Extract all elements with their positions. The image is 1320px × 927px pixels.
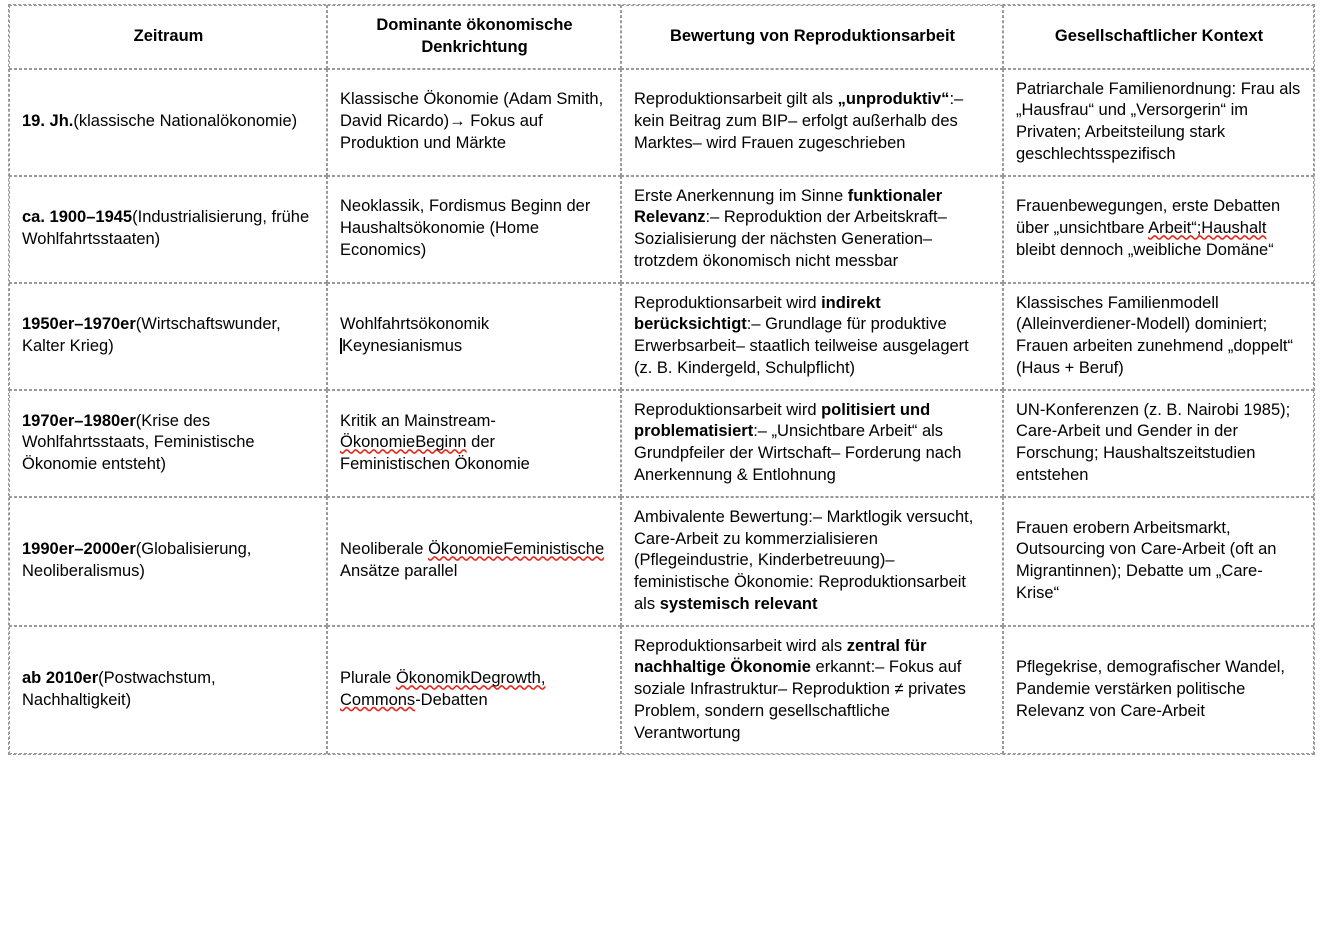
period-label-rest: (Industrialisierung, frühe Wohlfahrtsstaaten) bbox=[22, 208, 310, 249]
cell-school[interactable] bbox=[327, 626, 621, 755]
cell-valuation[interactable] bbox=[621, 283, 1003, 390]
cell-school[interactable] bbox=[327, 283, 621, 390]
cell-context[interactable] bbox=[1003, 626, 1314, 755]
valuation-text-bold: politisiert und problematisiert bbox=[634, 400, 931, 441]
table-row bbox=[9, 283, 1314, 390]
school-text-a: Kritik an Mainstream- bbox=[340, 411, 496, 430]
period-label-bold: ca. 1900–1945 bbox=[22, 208, 133, 227]
valuation-text-bold: „unproduktiv“ bbox=[837, 90, 950, 109]
cell-context[interactable] bbox=[1003, 497, 1314, 626]
column-header-context: Gesellschaftlicher Kontext bbox=[1003, 5, 1314, 69]
period-label-rest: (Globalisierung, Neoliberalismus) bbox=[22, 540, 252, 581]
cell-valuation[interactable] bbox=[621, 176, 1003, 283]
valuation-text-b: :– Grundlage für produktive Erwerbsarbeit– staatlich teilweise ausgelagert (z. B. Kindergeld, Schulpflicht) bbox=[634, 315, 969, 377]
table-row bbox=[9, 626, 1314, 755]
cell-period[interactable] bbox=[9, 69, 327, 176]
table-header-row bbox=[9, 5, 1314, 69]
period-label-rest: (Postwachstum, Nachhaltigkeit) bbox=[22, 669, 216, 710]
spellcheck-error-text: ÖkonomieBeginn bbox=[340, 433, 467, 452]
school-text-a: Plurale bbox=[340, 669, 396, 688]
valuation-text-bold: zentral für nachhaltige Ökonomie bbox=[634, 636, 927, 677]
cell-context[interactable] bbox=[1003, 283, 1314, 390]
cell-period[interactable] bbox=[9, 497, 327, 626]
valuation-text-b: :– Reproduktion der Arbeitskraft– Sozialisierung der nächsten Generation– trotzdem ökonomisch nicht messbar bbox=[634, 208, 947, 270]
school-text: Neoklassik, Fordismus Beginn der Haushaltsökonomie (Home Economics) bbox=[340, 197, 591, 259]
period-label-bold: 1990er–2000er bbox=[22, 540, 136, 559]
context-text: Klassisches Familienmodell (Alleinverdiener-Modell) dominiert; Frauen arbeiten zunehmend „doppelt“ (Haus + Beruf) bbox=[1016, 293, 1294, 377]
cell-period[interactable] bbox=[9, 176, 327, 283]
table-row bbox=[9, 390, 1314, 497]
valuation-text-a: Reproduktionsarbeit gilt als bbox=[634, 90, 838, 109]
spellcheck-error-text: ÖkonomieFeministische bbox=[428, 540, 605, 559]
cell-school[interactable] bbox=[327, 497, 621, 626]
period-label-rest: (klassische Nationalökonomie) bbox=[73, 112, 298, 131]
column-header-valuation: Bewertung von Reproduktionsarbeit bbox=[621, 5, 1003, 69]
valuation-text-bold: systemisch relevant bbox=[659, 594, 818, 613]
cell-school[interactable] bbox=[327, 176, 621, 283]
school-text-b: Ansätze parallel bbox=[340, 562, 458, 581]
valuation-text-a: Ambivalente Bewertung:– Marktlogik versucht, Care-Arbeit zu kommerzialisieren (Pflegeindustrie, Kinderbetreuung)– feministische Ökonomie: Reproduktionsarbeit als bbox=[634, 507, 974, 613]
cell-period[interactable] bbox=[9, 390, 327, 497]
context-text: Frauen erobern Arbeitsmarkt, Outsourcing von Care-Arbeit (oft an Migrantinnen); Debatte um „Care-Krise“ bbox=[1016, 518, 1277, 602]
cell-period[interactable] bbox=[9, 283, 327, 390]
cell-context[interactable] bbox=[1003, 69, 1314, 176]
valuation-text-bold: indirekt berücksichtigt bbox=[634, 293, 881, 334]
period-label-rest: (Wirtschaftswunder, Kalter Krieg) bbox=[22, 315, 281, 356]
valuation-text-b: erkannt:– Fokus auf soziale Infrastruktur– Reproduktion ≠ privates Problem, sondern gesellschaftliche Verantwortung bbox=[634, 658, 966, 742]
school-text-line2-wrap bbox=[340, 336, 609, 358]
cell-school[interactable] bbox=[327, 390, 621, 497]
cell-context[interactable] bbox=[1003, 390, 1314, 497]
cell-context[interactable] bbox=[1003, 176, 1314, 283]
cell-valuation[interactable] bbox=[621, 69, 1003, 176]
period-label-bold: 1970er–1980er bbox=[22, 411, 136, 430]
context-text: Patriarchale Familienordnung: Frau als „Hausfrau“ und „Versorgerin“ im Privaten; Arbeitsteilung stark geschlechtsspezifisch bbox=[1016, 79, 1301, 163]
cell-valuation[interactable] bbox=[621, 626, 1003, 755]
valuation-text-b: :– „Unsichtbare Arbeit“ als Grundpfeiler der Wirtschaft– Forderung nach Anerkennung & Entlohnung bbox=[634, 422, 962, 485]
valuation-text-a: Erste Anerkennung im Sinne bbox=[634, 186, 848, 205]
spellcheck-error-text: Arbeit“;Haushalt bbox=[1148, 219, 1267, 238]
spellcheck-error-text-2: Commons bbox=[340, 691, 416, 710]
school-text-b: -Debatten bbox=[415, 691, 488, 710]
period-label-bold: 1950er–1970er bbox=[22, 315, 136, 334]
valuation-text-b: :– kein Beitrag zum BIP– erfolgt außerhalb des Marktes– wird Frauen zugeschrieben bbox=[634, 90, 964, 152]
table-row bbox=[9, 69, 1314, 176]
context-text-a: Frauenbewegungen, erste Debatten über „unsichtbare bbox=[1016, 197, 1281, 238]
period-label-bold: ab 2010er bbox=[22, 669, 99, 688]
valuation-text-a: Reproduktionsarbeit wird bbox=[634, 400, 822, 419]
cell-school[interactable] bbox=[327, 69, 621, 176]
context-text: UN-Konferenzen (z. B. Nairobi 1985); Care-Arbeit und Gender in der Forschung; Haushaltszeitstudien entstehen bbox=[1016, 400, 1291, 485]
school-text: Klassische Ökonomie (Adam Smith, David Ricardo)→ Fokus auf Produktion und Märkte bbox=[340, 90, 604, 152]
cell-valuation[interactable] bbox=[621, 497, 1003, 626]
period-label-rest: (Krise des Wohlfahrtsstaats, Feministische Ökonomie entsteht) bbox=[22, 411, 255, 474]
valuation-text-a: Reproduktionsarbeit wird als bbox=[634, 636, 847, 655]
context-text: Pflegekrise, demografischer Wandel, Pandemie verstärken politische Relevanz von Care-Arbeit bbox=[1016, 658, 1286, 720]
table-row bbox=[9, 176, 1314, 283]
valuation-text-bold: funktionaler Relevanz bbox=[634, 186, 943, 227]
cell-valuation[interactable] bbox=[621, 390, 1003, 497]
column-header-school: Dominante ökonomische Denkrichtung bbox=[327, 5, 621, 69]
spellcheck-error-text: ÖkonomikDegrowth, bbox=[395, 669, 546, 688]
column-header-period: Zeitraum bbox=[9, 5, 327, 69]
table-row bbox=[9, 497, 1314, 626]
context-text-b: bleibt dennoch „weibliche Domäne“ bbox=[1016, 241, 1274, 259]
valuation-text-a: Reproduktionsarbeit wird bbox=[634, 293, 822, 312]
school-text-b: der Feministischen Ökonomie bbox=[340, 433, 530, 474]
cell-period[interactable] bbox=[9, 626, 327, 755]
period-label-bold: 19. Jh. bbox=[22, 112, 74, 131]
school-text-line1: Wohlfahrtsökonomik bbox=[340, 315, 490, 334]
school-text-line2: Keynesianismus bbox=[342, 337, 463, 356]
economic-history-table bbox=[8, 4, 1315, 755]
school-text-a: Neoliberale bbox=[340, 540, 429, 559]
